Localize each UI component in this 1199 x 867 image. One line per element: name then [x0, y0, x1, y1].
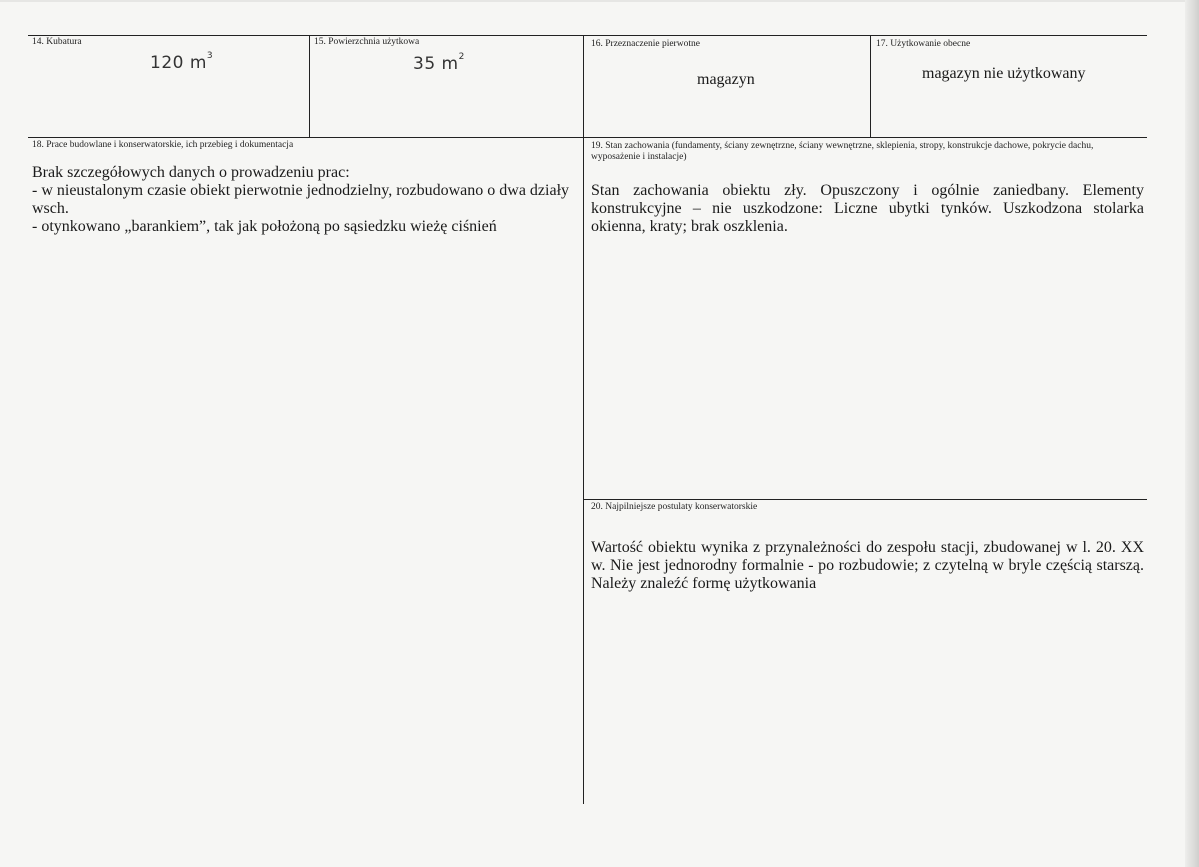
field-14-value-text: 120 m: [150, 53, 207, 73]
field-15-value: [413, 54, 465, 74]
field-15-value-text: 35 m: [413, 54, 459, 74]
page-edge-right: [1185, 0, 1199, 867]
field-18-line-3: - otynkowano „barankiem”, tak jak położoną po sąsiedzku wieżę ciśnień: [32, 218, 497, 235]
middle-row-rule: [28, 137, 1147, 138]
field-18-line-1: Brak szczegółowych danych o prowadzeniu prac:: [32, 164, 350, 181]
field-16-value: magazyn: [697, 71, 755, 88]
field-16-label: 16. Przeznaczenie pierwotne: [591, 39, 700, 49]
field-14-label: 14. Kubatura: [32, 37, 82, 47]
field-20-label: 20. Najpilniejsze postulaty konserwatorskie: [591, 502, 758, 512]
divider-14-15: [309, 35, 310, 138]
divider-15-16: [583, 35, 584, 138]
field-14-value: [150, 53, 213, 73]
field-20-text: Wartość obiektu wynika z przynależności do zespołu stacji, zbudowanej w l. 20. XX w. Nie jest jednorodny formalnie - po rozbudowie; z czytelną w bryle częścią starszą. Należy znaleźć formę użytkowania: [591, 539, 1144, 592]
field-19-label: 19. Stan zachowania (fundamenty, ściany zewnętrzne, ściany wewnętrzne, sklepienia, stropy, konstrukcje dachowe, pokrycie dachu, wyposażenie i instalacje): [591, 141, 1094, 162]
field-18-label: 18. Prace budowlane i konserwatorskie, ich przebieg i dokumentacja: [32, 140, 294, 150]
field-17-label: 17. Użytkowanie obecne: [876, 39, 971, 49]
field-18-text: [32, 164, 572, 236]
field-20-rule: [583, 499, 1147, 500]
field-19-text: Stan zachowania obiektu zły. Opuszczony i ogólnie zaniedbany. Elementy konstrukcyjne – nie uszkodzone: Liczne ubytki tynków. Uszkodzona stolarka okienna, kraty; brak oszklenia.: [591, 182, 1144, 235]
divider-18-19: [583, 137, 584, 804]
field-14-unit-sup: 3: [206, 51, 214, 62]
field-15-unit-sup: 2: [458, 52, 465, 63]
field-17-value: magazyn nie użytkowany: [922, 65, 1086, 82]
divider-16-17: [870, 35, 871, 138]
page-edge-top: [0, 0, 1199, 2]
field-18-line-2: - w nieustalonym czasie obiekt pierwotnie jednodzielny, rozbudowano o dwa działy wsch.: [32, 182, 570, 217]
field-15-label: 15. Powierzchnia użytkowa: [314, 37, 420, 47]
top-row-rule: [28, 35, 1147, 36]
